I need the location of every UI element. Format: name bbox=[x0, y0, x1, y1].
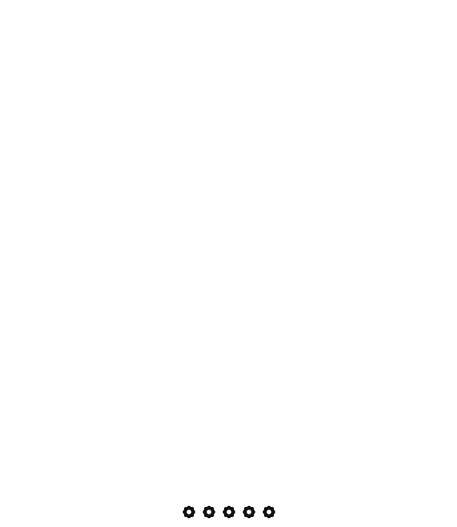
flower-ornament-icon bbox=[222, 505, 236, 519]
flower-ornament-icon bbox=[202, 505, 216, 519]
article-paragraph-1 bbox=[6, 6, 451, 174]
flower-ornament-icon bbox=[262, 505, 276, 519]
flower-ornament-icon bbox=[242, 505, 256, 519]
flower-ornament-row bbox=[0, 505, 457, 519]
flower-ornament-icon bbox=[182, 505, 196, 519]
article-page bbox=[6, 6, 451, 521]
closing-prayer-line bbox=[6, 459, 451, 479]
article-paragraph-2 bbox=[6, 180, 451, 453]
